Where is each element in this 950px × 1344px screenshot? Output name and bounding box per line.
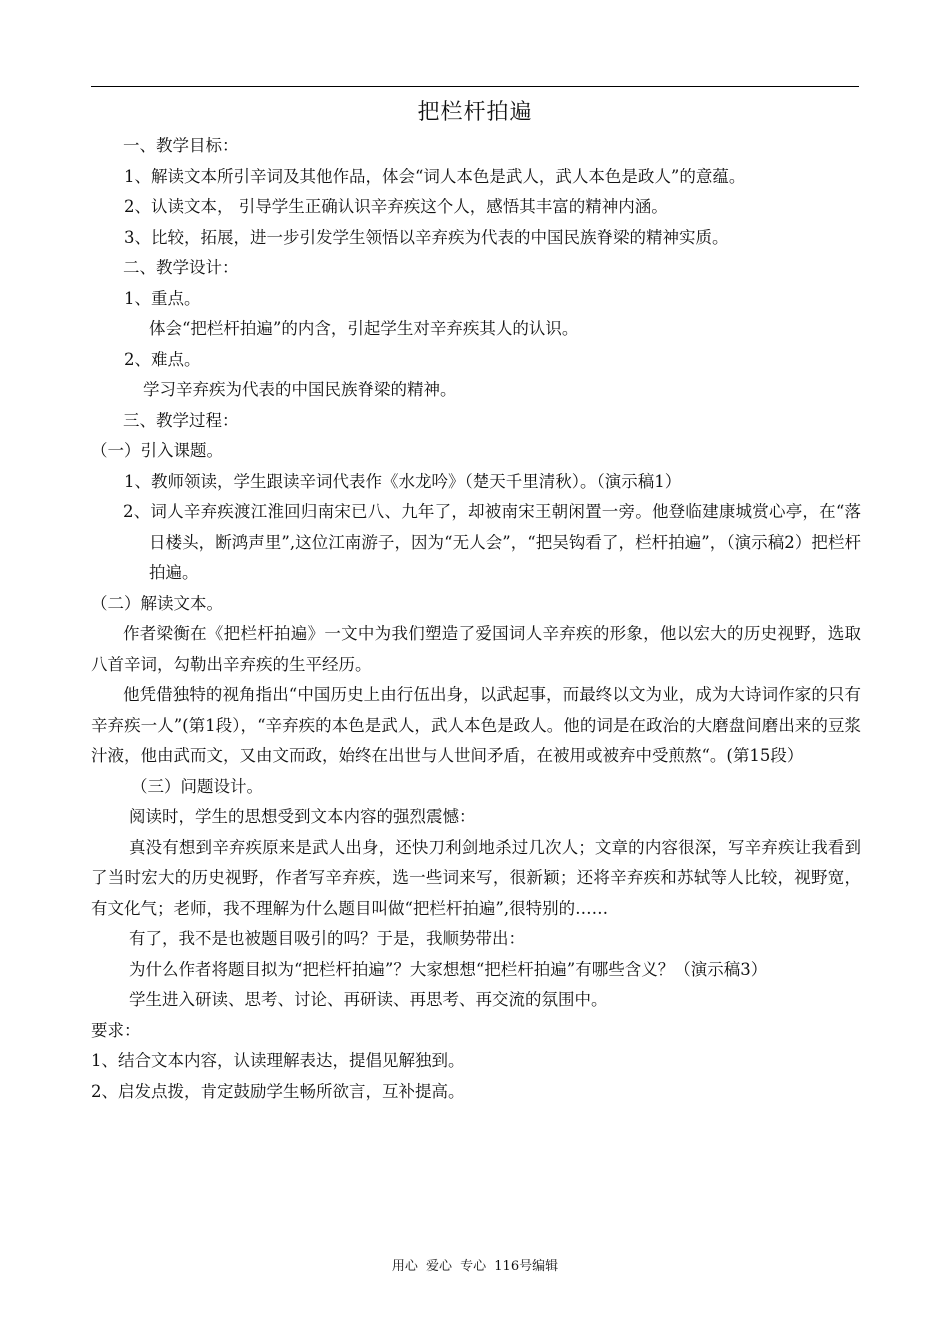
design-body: 体会“把栏杆拍遍”的内含，引起学生对辛弃疾其人的认识。 (149, 319, 579, 338)
body-paragraph: 有了，我不是也被题目吸引的吗？于是，我顺势带出： (129, 929, 525, 948)
process-item: 1、教师领读，学生跟读辛词代表作《水龙吟》（楚天千里清秋）。（演示稿1） (124, 471, 682, 491)
requirement-item: 2、启发点拨，肯定鼓励学生畅所欲言，互补提高。 (91, 1081, 465, 1101)
process-subheading: （二）解读文本。 (91, 593, 223, 613)
body-paragraph: 他凭借独特的视角指出“中国历史上由行伍出身，以武起事，而最终以文为业，成为大诗词作家的只有辛弃疾一人”(第1段），“辛弃疾的本色是武人，武人本色是政人。他的词是在政治的大磨盘间磨出来的豆浆汁液，他由武而文，又由文而政，始终在出世与人世间矛盾，在被用或被弃中受煎熬“。(第15段） (91, 685, 861, 765)
requirement-item: 1、结合文本内容，认读理解表达，提倡见解独到。 (91, 1051, 465, 1070)
document-body (91, 131, 861, 1107)
body-paragraph: 真没有想到辛弃疾原来是武人出身，还快刀利剑地杀过几次人；文章的内容很深，写辛弃疾让我看到了当时宏大的历史视野，作者写辛弃疾，选一些词来写，很新颖；还将辛弃疾和苏轼等人比较，视野宽，有文化气；老师，我不理解为什么题目叫做“把栏杆拍遍”,很特别的…… (91, 837, 861, 918)
page-title: 把栏杆拍遍 (417, 100, 533, 125)
objective-item: 2、认读文本， 引导学生正确认识辛弃疾这个人，感悟其丰富的精神内涵。 (124, 197, 668, 216)
body-paragraph: 阅读时，学生的思想受到文本内容的强烈震憾： (129, 807, 476, 826)
page-footer: 用心 爱心 专心 116号编辑 (391, 1259, 559, 1274)
section-heading-objectives: 一、教学目标： (123, 136, 239, 155)
objective-item: 3、比较，拓展，进一步引发学生领悟以辛弃疾为代表的中国民族脊梁的精神实质。 (124, 227, 729, 247)
process-subheading: （一）引入课题。 (91, 441, 223, 460)
body-paragraph: 为什么作者将题目拟为“把栏杆拍遍”？大家想想“把栏杆拍遍”有哪些含义？（演示稿3） (129, 959, 768, 979)
design-subheading: 2、难点。 (124, 349, 201, 369)
design-subheading: 1、重点。 (124, 288, 201, 308)
section-heading-process: 三、教学过程： (123, 410, 239, 430)
requirements-heading: 要求： (91, 1020, 141, 1040)
design-body: 学习辛弃疾为代表的中国民族脊梁的精神。 (143, 380, 457, 399)
process-item: 2、词人辛弃疾渡江淮回归南宋已八、九年了，却被南宋王朝闲置一旁。他登临建康城赏心亭，在“落日楼头，断鸿声里”,这位江南游子，因为“无人会”，“把吴钩看了，栏杆拍遍”，（演示稿2）把栏杆拍遍。 (123, 502, 861, 582)
body-paragraph: 学生进入研读、思考、讨论、再研读、再思考、再交流的氛围中。 (129, 990, 608, 1009)
process-subheading: （三）问题设计。 (131, 776, 263, 796)
objective-item: 1、解读文本所引辛词及其他作品，体会“词人本色是武人，武人本色是政人”的意蕴。 (124, 166, 746, 186)
body-paragraph: 作者梁衡在《把栏杆拍遍》一文中为我们塑造了爱国词人辛弃疾的形象，他以宏大的历史视野，选取八首辛词，勾勒出辛弃疾的生平经历。 (91, 624, 861, 674)
section-heading-design: 二、教学设计： (123, 258, 239, 277)
header-rule (91, 86, 859, 87)
